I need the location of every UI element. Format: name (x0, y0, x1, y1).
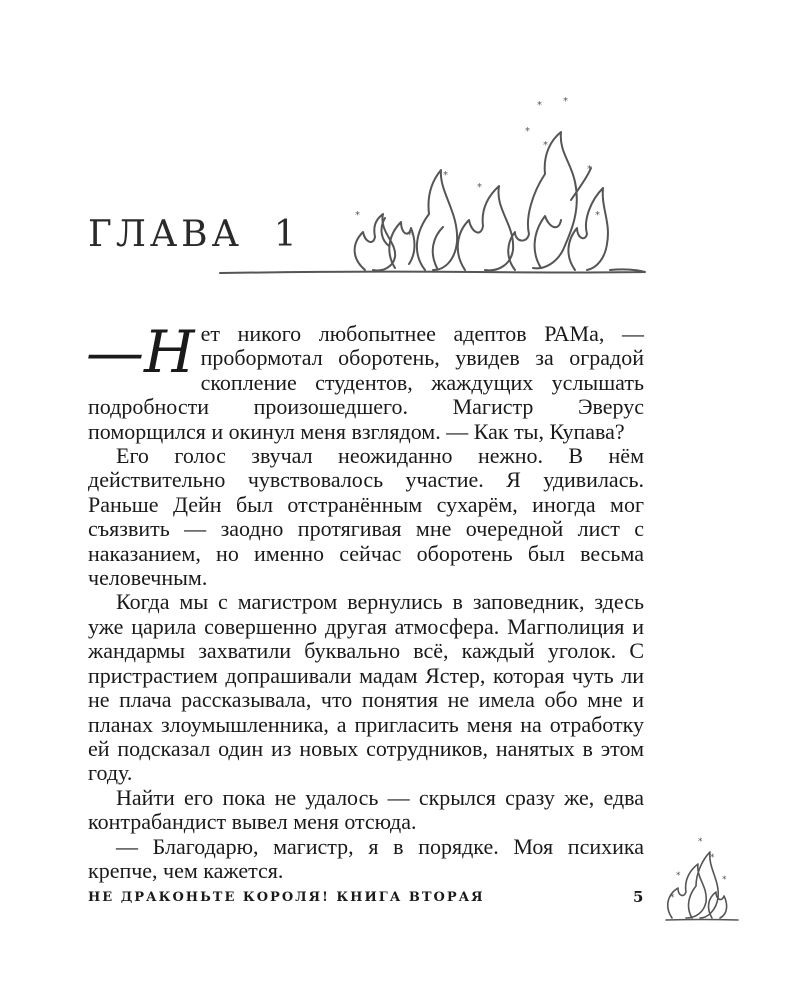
svg-text:*: * (525, 126, 530, 137)
svg-text:*: * (587, 164, 592, 175)
small-flame-ornament-icon (662, 830, 742, 925)
svg-text:*: * (698, 837, 703, 847)
paragraph-3: Когда мы с магистром вернулись в заповедник, здесь уже царила совершенно другая атмосфера. Магполиция и жандармы захватили буквально всё, каждый уголок. С пристрастием допрашивали мадам Ястер, которая чуть ли не плача рассказывала, что понятия не имела обо мне и планах злоумышленника, а пригласить меня на отработку ей подсказал один из новых сотрудников, нанятых в этом году. (88, 589, 644, 786)
svg-text:*: * (355, 210, 360, 221)
svg-text:*: * (595, 210, 600, 221)
svg-text:*: * (670, 893, 675, 903)
paragraph-1 (86, 318, 644, 444)
svg-text:*: * (676, 871, 681, 881)
svg-text:*: * (722, 875, 727, 885)
paragraph-4: Найти его пока не удалось — скрылся сразу же, едва контрабандист вывел меня отсюда. (88, 784, 644, 835)
paragraph-1-text: ет никого любопытнее адептов РАМа, — пробормотал оборотень, увидев за оградой скопление студентов, жаждущих услышать подробности произошедшего. Магистр Эверус поморщился и окинул меня взглядом. — Как ты, Купава? (88, 321, 644, 444)
chapter-title: ГЛАВА 1 (88, 214, 301, 255)
svg-text:*: * (543, 140, 548, 151)
svg-text:*: * (710, 853, 715, 863)
body-text (86, 318, 644, 883)
svg-text:*: * (443, 170, 448, 181)
svg-text:*: * (537, 100, 542, 111)
paragraph-5: — Благодарю, магистр, я в порядке. Моя психика крепче, чем кажется. (88, 833, 644, 883)
page-number: 5 (633, 888, 644, 906)
running-footer-title: НЕ ДРАКОНЬТЕ КОРОЛЯ! КНИГА ВТОРАЯ (88, 890, 485, 905)
drop-cap: —Н (86, 318, 195, 386)
svg-text:*: * (563, 96, 568, 107)
svg-text:*: * (477, 182, 482, 193)
paragraph-2: Его голос звучал неожиданно нежно. В нём действительно чувствовалось участие. Я удивилась. Раньше Дейн был отстранённым сухарём, иногда мог съязвить — заодно протягивая мне очередной лист с наказанием, но именно сейчас оборотень был весьма человечным. (88, 443, 644, 591)
svg-text:*: * (407, 230, 412, 241)
